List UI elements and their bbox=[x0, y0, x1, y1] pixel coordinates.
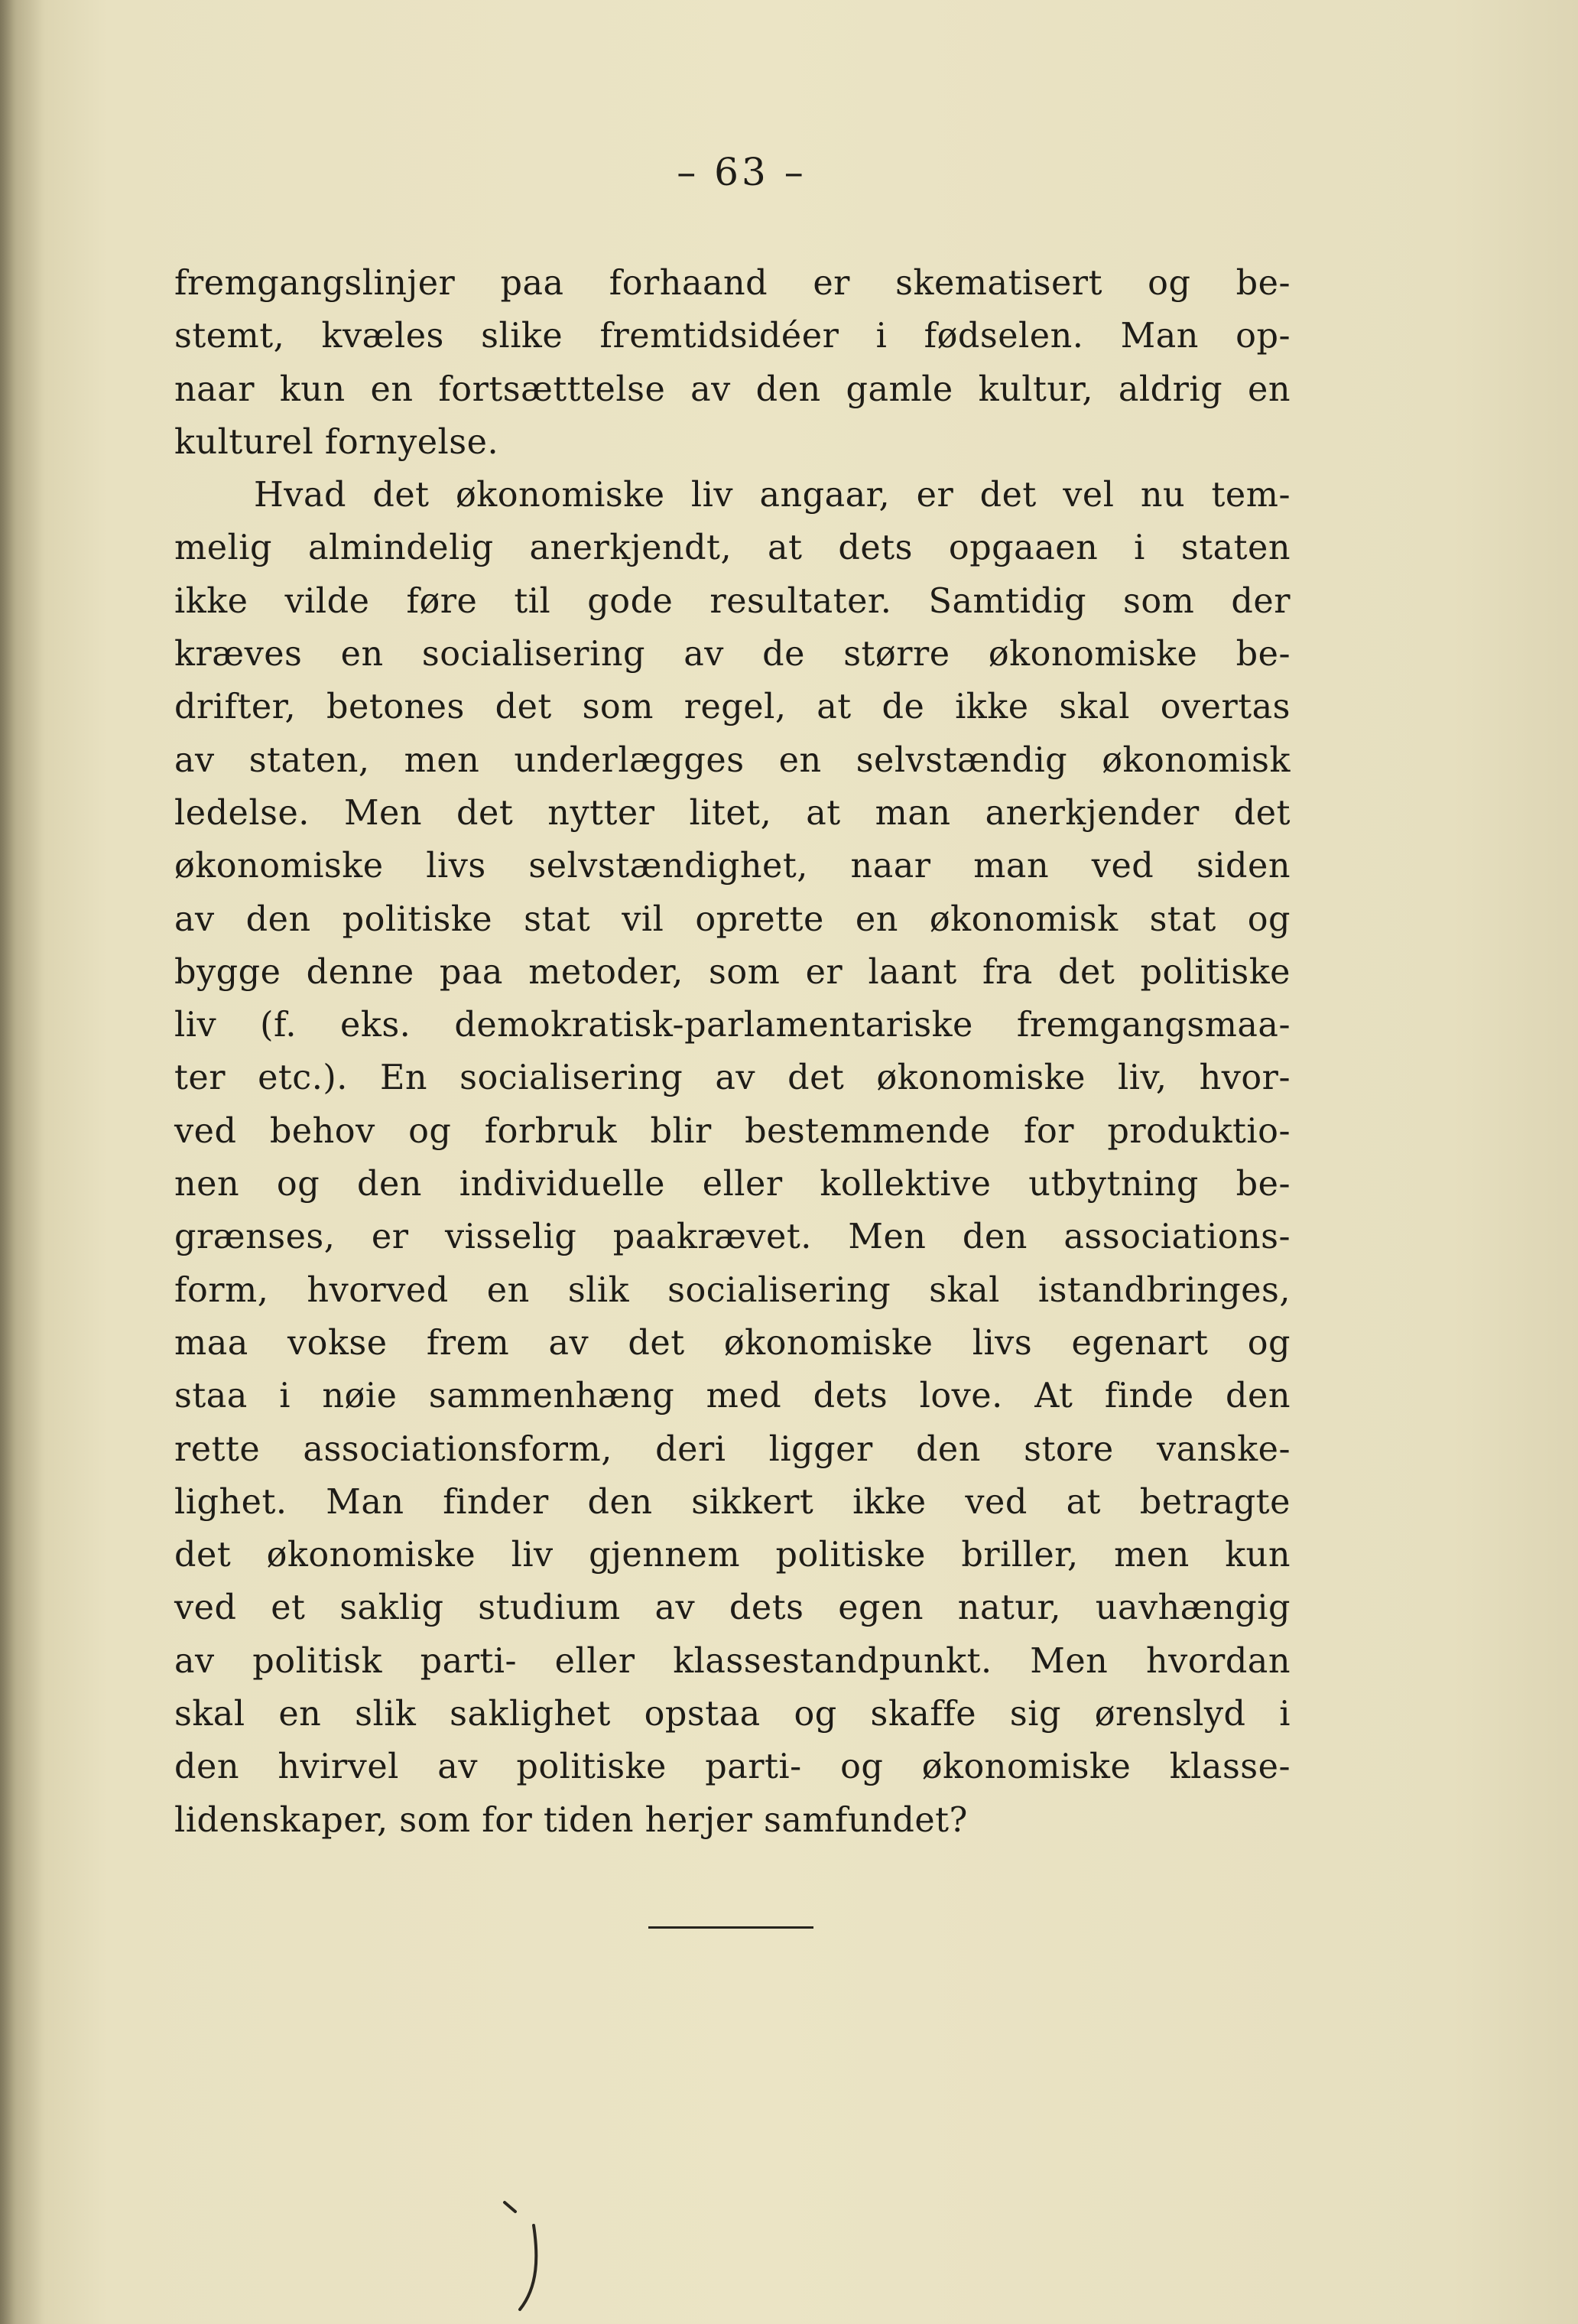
text-line: ikke vilde føre til gode resultater. Samtidig som der bbox=[174, 581, 1291, 621]
page-number: – 63 – bbox=[677, 150, 807, 194]
text-line: det økonomiske liv gjennem politiske briller, men kun bbox=[174, 1536, 1291, 1575]
text-line: naar kun en fortsætttelse av den gamle kultur, aldrig en bbox=[174, 369, 1291, 409]
text-line: bygge denne paa metoder, som er laant fra det politiske bbox=[174, 952, 1291, 992]
text-line: kulturel fornyelse. bbox=[174, 422, 499, 462]
text-line: lighet. Man finder den sikkert ikke ved at betragte bbox=[174, 1482, 1291, 1522]
text-line: form, hvorved en slik socialisering skal istandbringes, bbox=[174, 1270, 1291, 1310]
text-line: den hvirvel av politiske parti- og økonomiske klasse- bbox=[174, 1747, 1291, 1787]
text-line: ledelse. Men det nytter litet, at man anerkjender det bbox=[174, 793, 1291, 833]
text-line: økonomiske livs selvstændighet, naar man ved siden bbox=[174, 847, 1291, 886]
book-spine-shadow bbox=[0, 0, 43, 2324]
text-line: skal en slik saklighet opstaa og skaffe sig ørenslyd i bbox=[174, 1695, 1291, 1734]
text-line: av politisk parti- eller klassestandpunkt. Men hvordan bbox=[174, 1641, 1291, 1681]
text-line: Hvad det økonomiske liv angaar, er det vel nu tem- bbox=[254, 476, 1291, 515]
text-line: stemt, kvæles slike fremtidsidéer i fødselen. Man op- bbox=[174, 317, 1291, 356]
text-line: ved et saklig studium av dets egen natur, uavhængig bbox=[174, 1588, 1291, 1628]
text-line: liv (f. eks. demokratisk-parlamentariske fremgangsmaa- bbox=[174, 1006, 1291, 1045]
text-line: rette associationsform, deri ligger den store vanske- bbox=[174, 1429, 1291, 1469]
text-line: lidenskaper, som for tiden herjer samfundet? bbox=[174, 1800, 968, 1840]
text-line: staa i nøie sammenhæng med dets love. At finde den bbox=[174, 1377, 1291, 1416]
text-line: ved behov og forbruk blir bestemmende for produktio- bbox=[174, 1111, 1291, 1151]
text-line: nen og den individuelle eller kollektive utbytning be- bbox=[174, 1165, 1291, 1204]
text-line: melig almindelig anerkjendt, at dets opgaaen i staten bbox=[174, 528, 1291, 568]
text-line: drifter, betones det som regel, at de ikke skal overtas bbox=[174, 687, 1291, 727]
text-line: av den politiske stat vil oprette en økonomisk stat og bbox=[174, 899, 1291, 939]
text-line: av staten, men underlægges en selvstændig økonomisk bbox=[174, 740, 1291, 780]
text-line: ter etc.). En socialisering av det økonomiske liv, hvor- bbox=[174, 1058, 1291, 1098]
section-separator-rule bbox=[648, 1926, 813, 1929]
library-mark-bracket bbox=[489, 2195, 558, 2317]
text-line: maa vokse frem av det økonomiske livs egenart og bbox=[174, 1323, 1291, 1363]
text-line: grænses, er visselig paakrævet. Men den associations- bbox=[174, 1217, 1291, 1257]
text-line: fremgangslinjer paa forhaand er skematisert og be- bbox=[174, 264, 1291, 303]
text-line: kræves en socialisering av de større økonomiske be- bbox=[174, 635, 1291, 674]
body-text bbox=[174, 257, 1291, 1847]
